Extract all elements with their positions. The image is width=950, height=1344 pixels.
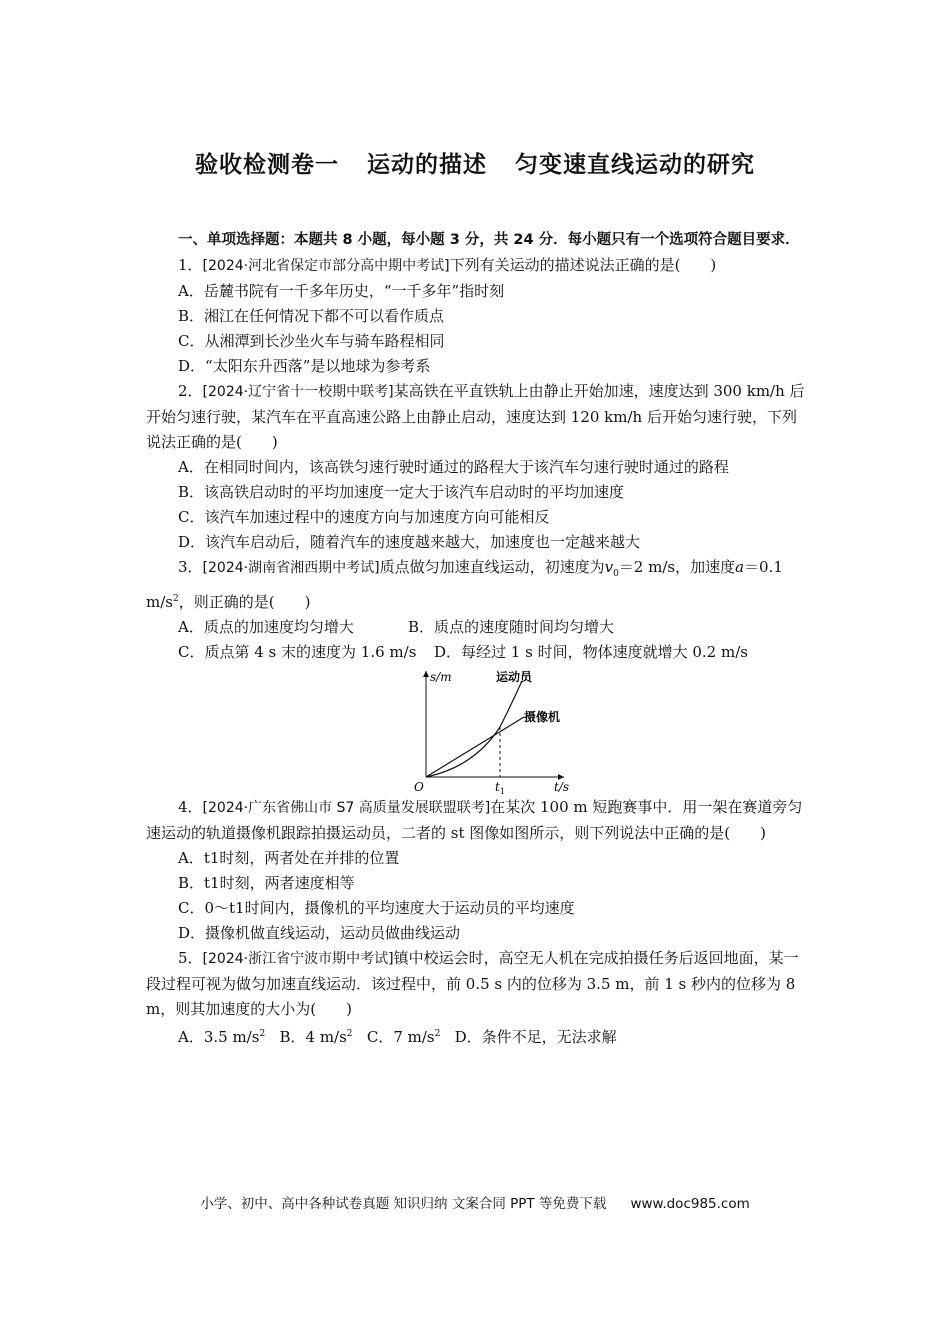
q3-stem-b: ＝2 m/s，加速度 bbox=[618, 558, 736, 576]
q3-stem-c: ＝0.1 m/s bbox=[146, 558, 783, 611]
q5-options bbox=[146, 1022, 810, 1050]
footer-text: 小学、初中、高中各种试卷真题 知识归纳 文案合同 PPT 等免费下载 bbox=[200, 1196, 607, 1212]
q3-option-c: C．质点第 4 s 末的速度为 1.6 m/s bbox=[178, 643, 417, 661]
y-axis-label: s/m bbox=[430, 670, 452, 684]
q4-option-a: A．t1时刻，两者处在并排的位置 bbox=[178, 849, 400, 867]
q1-number: 1． bbox=[178, 256, 203, 274]
q3-stem-d: ，则正确的是( ) bbox=[178, 593, 311, 611]
q3-option-b: B．质点的速度随时间均匀增大 bbox=[408, 618, 615, 636]
question-1 bbox=[146, 253, 810, 279]
title-part-2: 运动的描述 bbox=[367, 152, 487, 178]
q2-option-c: C．该汽车加速过程中的速度方向与加速度方向可能相反 bbox=[178, 508, 550, 526]
q5-option-a: A．3.5 m/s bbox=[178, 1028, 260, 1046]
section-heading: 一、单项选择题：本题共 8 小题，每小题 3 分，共 24 分．每小题只有一个选项符合题目要求． bbox=[178, 232, 800, 248]
q3-stem-a: 质点做匀加速直线运动，初速度为 bbox=[379, 558, 605, 576]
q1-stem: 下列有关运动的描述说法正确的是( ) bbox=[449, 256, 717, 274]
question-4 bbox=[146, 795, 810, 846]
q5-option-c: C．7 m/s bbox=[366, 1028, 435, 1046]
q4-stem: 在某次 100 m 短跑赛事中．用一架在赛道旁匀速运动的轨道摄像机跟踪拍摄运动员，二者的 st 图像如图所示，则下列说法中正确的是( ) bbox=[146, 798, 803, 842]
t1-sub: 1 bbox=[499, 787, 505, 796]
q2-option-d: D．该汽车启动后，随着汽车的速度越来越大，加速度也一定越来越大 bbox=[178, 533, 641, 551]
q1-source: [2024·河北省保定市部分高中期中考试] bbox=[202, 258, 450, 274]
q4-option-d: D．摄像机做直线运动，运动员做曲线运动 bbox=[178, 924, 461, 942]
q1-option-b: B．湘江在任何情况下都不可以看作质点 bbox=[178, 307, 445, 325]
q2-stem: 某高铁在平直铁轨上由静止开始加速，速度达到 300 km/h 后开始匀速行驶，某汽车在平直高速公路上由静止启动，速度达到 120 km/h 后开始匀速行驶，下列说法正确的是( ) bbox=[146, 382, 805, 451]
q3-stem-c-sup: 2 bbox=[172, 594, 179, 604]
q5-stem: 镇中校运会时，高空无人机在完成拍摄任务后返回地面，某一段过程可视为做匀加速直线运动．该过程中，前 0.5 s 内的位移为 3.5 m，前 1 s 秒内的位移为 8 m，则其加速度的大小为( ) bbox=[146, 949, 799, 1018]
athlete-label: 运动员 bbox=[496, 670, 533, 684]
q2-source: [2024·辽宁省十一校期中联考] bbox=[202, 384, 394, 400]
t1-label: $t_1$ bbox=[495, 780, 505, 796]
q2-number: 2． bbox=[178, 382, 203, 400]
origin-label: O bbox=[414, 780, 424, 794]
exam-content bbox=[146, 228, 810, 1050]
x-axis-label: t/s bbox=[554, 780, 570, 794]
question-2 bbox=[146, 379, 810, 455]
q1-option-a: A．岳麓书院有一千多年历史，“一千多年”指时刻 bbox=[178, 282, 505, 300]
camera-line bbox=[426, 717, 524, 777]
q3-v0-sub: 0 bbox=[613, 569, 619, 579]
footer-site-link[interactable]: www.doc985.com bbox=[630, 1196, 750, 1212]
q5-number: 5． bbox=[178, 949, 203, 967]
q2-option-a: A．在相同时间内，该高铁匀速行驶时通过的路程大于该汽车匀速行驶时通过的路程 bbox=[178, 458, 729, 476]
q4-option-c: C．0～t1时间内，摄像机的平均速度大于运动员的平均速度 bbox=[178, 899, 575, 917]
q4-option-b: B．t1时刻，两者速度相等 bbox=[178, 874, 355, 892]
q4-number: 4． bbox=[178, 798, 203, 816]
q5-sup-c: 2 bbox=[434, 1029, 441, 1039]
q5-option-d: D．条件不足，无法求解 bbox=[454, 1028, 617, 1046]
q4-source: [2024·广东省佛山市 S7 高质量发展联盟联考] bbox=[202, 800, 491, 816]
q3-option-d: D．每经过 1 s 时间，物体速度就增大 0.2 m/s bbox=[434, 643, 748, 661]
athlete-curve bbox=[426, 681, 522, 777]
st-graph-svg bbox=[414, 667, 574, 796]
q5-source: [2024·浙江省宁波市期中考试] bbox=[202, 951, 394, 967]
q5-sup-a: 2 bbox=[259, 1029, 266, 1039]
q1-option-d: D．“太阳东升西落”是以地球为参考系 bbox=[178, 357, 431, 375]
q3-v0: v bbox=[604, 558, 614, 576]
q3-source: [2024·湖南省湘西期中考试] bbox=[202, 560, 380, 576]
page-title bbox=[0, 146, 950, 179]
page-footer bbox=[0, 1192, 950, 1212]
title-part-3: 匀变速直线运动的研究 bbox=[515, 152, 755, 178]
camera-label: 摄像机 bbox=[524, 710, 561, 724]
q3-options-row-2 bbox=[146, 640, 810, 665]
st-graph bbox=[146, 667, 810, 796]
question-5 bbox=[146, 946, 810, 1022]
q3-options-row-1 bbox=[146, 615, 810, 640]
q3-number: 3． bbox=[178, 558, 203, 576]
q1-option-c: C．从湘潭到长沙坐火车与骑车路程相同 bbox=[178, 332, 445, 350]
q2-option-b: B．该高铁启动时的平均加速度一定大于该汽车启动时的平均加速度 bbox=[178, 483, 625, 501]
q5-sup-b: 2 bbox=[346, 1029, 353, 1039]
q5-option-b: B．4 m/s bbox=[279, 1028, 347, 1046]
question-3 bbox=[146, 555, 810, 615]
q3-a: a bbox=[735, 558, 745, 576]
q3-option-a: A．质点的加速度均匀增大 bbox=[178, 618, 354, 636]
title-part-1: 验收检测卷一 bbox=[195, 152, 339, 178]
